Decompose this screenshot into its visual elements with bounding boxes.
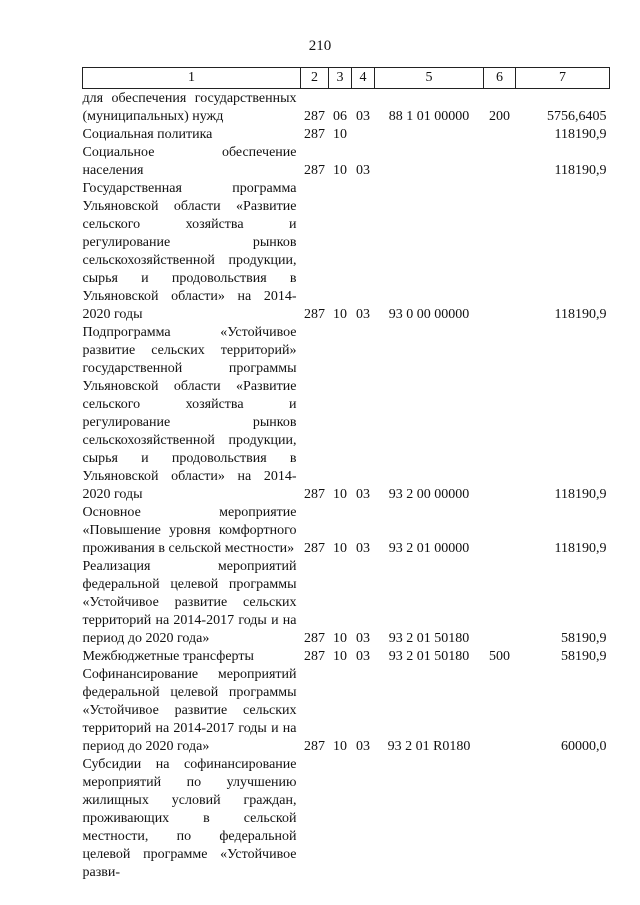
table-row [83, 666, 610, 756]
column-header: 7 [516, 68, 610, 89]
column-header: 5 [375, 68, 484, 89]
expense-type-cell [484, 324, 516, 504]
subsection-cell: 03 [356, 649, 370, 664]
table-row [83, 558, 610, 648]
expense-type-cell [484, 180, 516, 324]
expense-type-cell [484, 666, 516, 756]
amount-cell: 118190,9 [554, 541, 607, 556]
section-cell: 10 [333, 541, 347, 556]
target-article-cell [375, 756, 484, 882]
column-header: 4 [352, 68, 375, 89]
admin-code-cell: 287 [304, 739, 325, 754]
row-name-cell: Реализация мероприятий федеральной целевой программы «Устойчивое развитие сельских территорий на 2014-2017 годы и на период до 2020 года» [82, 559, 297, 646]
target-article-cell: 93 2 01 50180 [388, 649, 470, 664]
amount-cell: 118190,9 [554, 487, 607, 502]
subsection-cell: 03 [356, 109, 370, 124]
budget-table [82, 67, 610, 882]
column-header: 1 [83, 68, 301, 89]
section-cell [329, 756, 352, 882]
target-article-cell: 88 1 01 00000 [388, 109, 470, 124]
amount-cell: 118190,9 [554, 163, 607, 178]
amount-cell: 118190,9 [554, 127, 607, 142]
target-article-cell: 93 0 00 00000 [388, 307, 470, 322]
table-row [83, 504, 610, 558]
header-row [83, 68, 610, 89]
amount-cell: 5756,6405 [547, 109, 607, 124]
page-number: 210 [308, 38, 332, 54]
row-name-cell: Субсидии на софинансирование мероприятий по улучшению жилищных условий граждан, проживающих в сельской местности, по федеральной целевой программе «Устойчивое разви- [82, 757, 297, 880]
expense-type-cell [484, 144, 516, 180]
admin-code-cell: 287 [304, 487, 325, 502]
admin-code-cell: 287 [304, 127, 325, 142]
admin-code-cell: 287 [304, 307, 325, 322]
table-row [83, 324, 610, 504]
subsection-cell: 03 [356, 631, 370, 646]
section-cell: 10 [333, 307, 347, 322]
expense-type-cell [484, 504, 516, 558]
amount-cell: 118190,9 [554, 307, 607, 322]
subsection-cell: 03 [356, 739, 370, 754]
amount-cell [516, 756, 610, 882]
subsection-cell: 03 [356, 487, 370, 502]
target-article-cell: 93 2 01 00000 [388, 541, 470, 556]
admin-code-cell: 287 [304, 109, 325, 124]
subsection-cell [352, 126, 375, 144]
admin-code-cell: 287 [304, 163, 325, 178]
expense-type-cell [484, 756, 516, 882]
admin-code-cell [301, 756, 329, 882]
table-row [83, 648, 610, 666]
target-article-cell: 93 2 00 00000 [388, 487, 470, 502]
row-name-cell: Социальное обеспечение населения [82, 145, 297, 178]
table-row [83, 144, 610, 180]
section-cell: 10 [333, 631, 347, 646]
admin-code-cell: 287 [304, 649, 325, 664]
expense-type-cell: 500 [489, 649, 510, 664]
table-row [83, 180, 610, 324]
section-cell: 10 [333, 649, 347, 664]
row-name-cell: Подпрограмма «Устойчивое развитие сельских территорий» государственной программы Ульяновской области «Развитие сельского хозяйства и регулирование рынков сельскохозяйственной продукции, сырья и продовольствия в Ульяновской области» на 2014-2020 годы [82, 325, 297, 502]
column-header: 2 [301, 68, 329, 89]
column-header: 3 [329, 68, 352, 89]
expense-type-cell: 200 [489, 109, 510, 124]
section-cell: 10 [333, 487, 347, 502]
amount-cell: 58190,9 [561, 631, 607, 646]
table-row [83, 89, 610, 127]
row-name-cell: Межбюджетные трансферты [82, 649, 254, 664]
row-name-cell: Государственная программа Ульяновской области «Развитие сельского хозяйства и регулирование рынков сельскохозяйственной продукции, сырья и продовольствия в Ульяновской области» на 2014-2020 годы [82, 181, 297, 322]
admin-code-cell: 287 [304, 631, 325, 646]
amount-cell: 58190,9 [561, 649, 607, 664]
section-cell: 06 [333, 109, 347, 124]
target-article-cell: 93 2 01 50180 [388, 631, 470, 646]
expense-type-cell [484, 558, 516, 648]
subsection-cell: 03 [356, 307, 370, 322]
subsection-cell [352, 756, 375, 882]
admin-code-cell: 287 [304, 541, 325, 556]
subsection-cell: 03 [356, 541, 370, 556]
row-name-cell: Социальная политика [82, 127, 213, 142]
column-header: 6 [484, 68, 516, 89]
amount-cell: 60000,0 [561, 739, 607, 754]
table-row [83, 126, 610, 144]
table-body [83, 89, 610, 883]
section-cell: 10 [333, 163, 347, 178]
expense-type-cell [484, 126, 516, 144]
table-row [83, 756, 610, 882]
row-name-cell: Софинансирование мероприятий федеральной целевой программы «Устойчивое развитие сельских территорий на 2014-2017 годы и на период до 2020 года» [82, 667, 297, 754]
section-cell: 10 [333, 739, 347, 754]
subsection-cell: 03 [356, 163, 370, 178]
section-cell: 10 [333, 127, 347, 142]
row-name-cell: для обеспечения государственных (муниципальных) нужд [82, 91, 297, 124]
target-article-cell [375, 144, 484, 180]
row-name-cell: Основное мероприятие «Повышение уровня комфортного проживания в сельской местности» [82, 505, 297, 556]
target-article-cell: 93 2 01 R0180 [387, 739, 471, 754]
target-article-cell [375, 126, 484, 144]
